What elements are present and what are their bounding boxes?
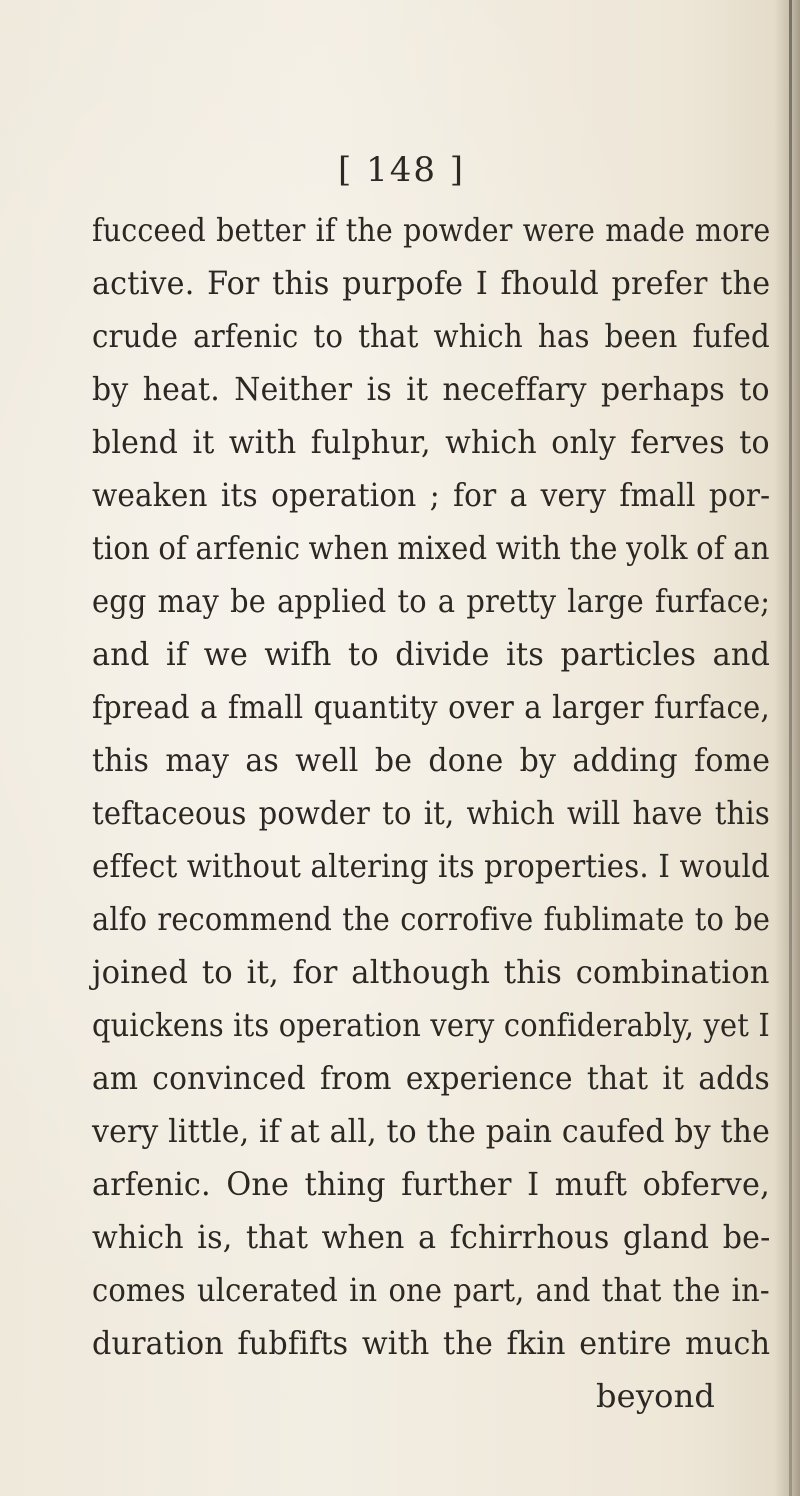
text-line: arfenic. One thing further I muft obferve,: [92, 1165, 770, 1203]
text-line: by heat. Neither is it neceffary perhaps to: [92, 370, 770, 408]
text-line: and if we wifh to divide its particles and: [92, 635, 771, 673]
text-line: this may as well be done by adding fome: [92, 741, 771, 779]
text-line: alfo recommend the corrofive fublimate to be: [92, 900, 771, 938]
text-line: blend it with fulphur, which only ferves to: [92, 423, 770, 461]
text-line: fpread a fmall quantity over a larger furface,: [92, 688, 770, 726]
text-line: which is, that when a fchirrhous gland be-: [92, 1218, 771, 1256]
text-line: joined to it, for although this combination: [92, 953, 770, 991]
text-line: duration fubfifts with the fkin entire much: [92, 1324, 771, 1362]
text-line: crude arfenic to that which has been fufed: [92, 317, 770, 355]
text-line: tion of arfenic when mixed with the yolk of an: [92, 529, 770, 567]
text-line: fucceed better if the powder were made more: [92, 211, 771, 249]
text-line: weaken its operation ; for a very fmall por-: [92, 476, 771, 514]
text-line: am convinced from experience that it adds: [92, 1059, 770, 1097]
text-line: teftaceous powder to it, which will have this: [92, 794, 770, 832]
text-line: egg may be applied to a pretty large furface;: [92, 582, 771, 620]
catchword: beyond: [596, 1377, 716, 1415]
text-line: active. For this purpofe I fhould prefer the: [92, 264, 771, 302]
text-line: effect without altering its properties. I would: [92, 847, 770, 885]
page-number: [ 148 ]: [338, 150, 466, 190]
text-line: comes ulcerated in one part, and that the in-: [92, 1271, 770, 1309]
text-line: very little, if at all, to the pain caufed by the: [92, 1112, 770, 1150]
text-line: quickens its operation very confiderably, yet I: [92, 1006, 770, 1044]
